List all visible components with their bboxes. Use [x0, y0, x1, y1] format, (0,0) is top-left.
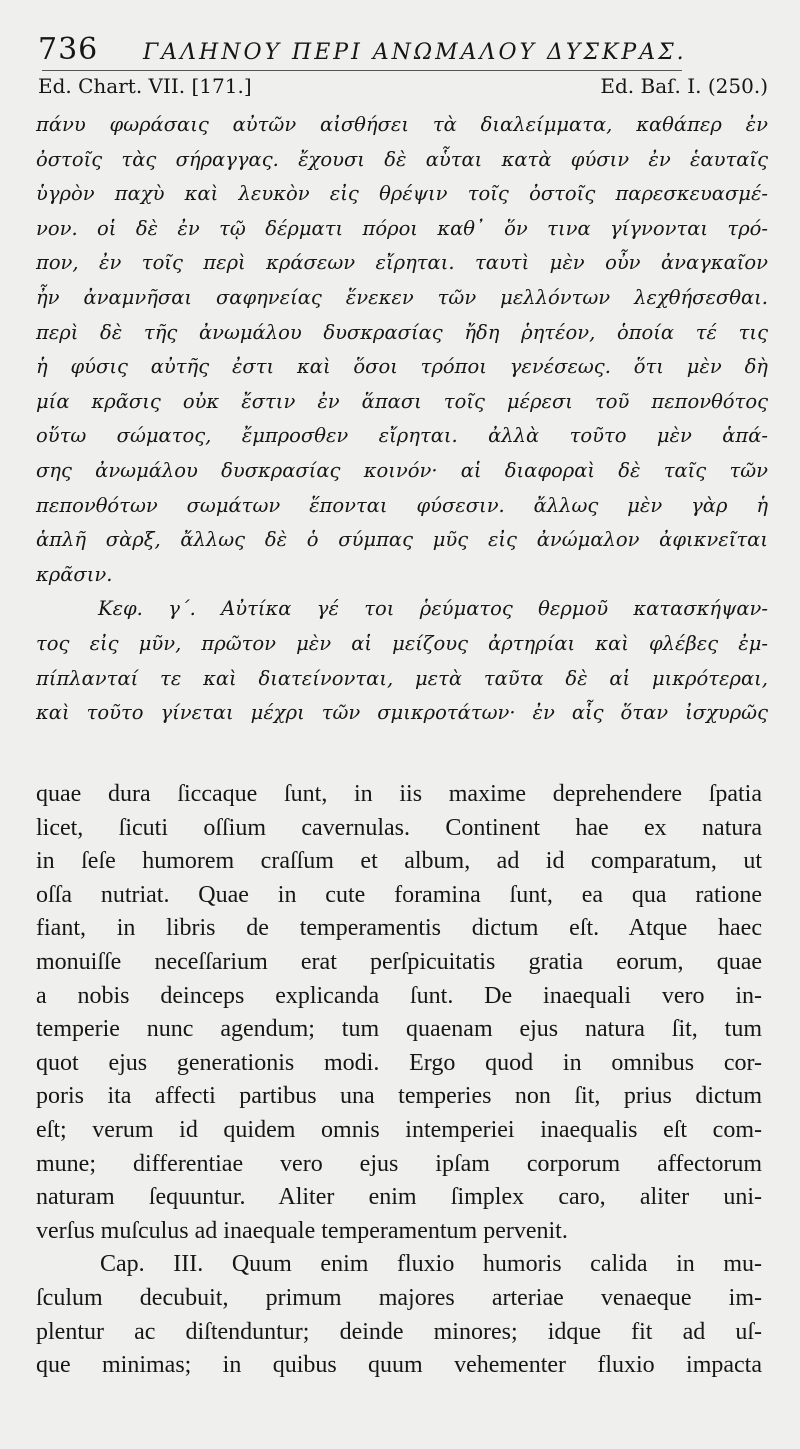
greek-line: νον. οἱ δὲ ἐν τῷ δέρματι πόροι καθ᾽ ὅν τινα γίγνονται τρό- — [36, 216, 768, 240]
latin-line: licet, ſicuti oſſium cavernulas. Continent hae ex natura — [36, 814, 762, 841]
greek-line: ὀστοῖς τὰς σήραγγας. ἔχουσι δὲ αὗται κατὰ φύσιν ἐν ἑαυταῖς — [36, 147, 768, 171]
greek-line: ἡ φύσις αὐτῆς ἐστι καὶ ὅσοι τρόποι γενέσεως. ὅτι μὲν δὴ — [36, 355, 768, 379]
latin-line: oſſa nutriat. Quae in cute foramina ſunt, ea qua ratione — [36, 881, 762, 908]
latin-line: in ſeſe humorem craſſum et album, ad id comparatum, ut — [36, 848, 762, 875]
latin-line: plentur ac diſtenduntur; deinde minores; idque fit ad uſ- — [36, 1318, 762, 1345]
greek-line: καὶ τοῦτο γίνεται μέχρι τῶν σμικροτάτων· ἐν αἷς ὅταν ἰσχυρῶς — [36, 701, 768, 725]
greek-text-block — [36, 108, 768, 731]
greek-line: πάνυ φωράσαις αὐτῶν αἰσθήσει τὰ διαλείμματα, καθάπερ ἐν — [36, 113, 768, 136]
greek-line: μία κρᾶσις οὐκ ἔστιν ἐν ἅπασι τοῖς μέρεσι τοῦ πεπονθότος — [36, 389, 768, 413]
latin-line: a nobis deinceps explicanda ſunt. De inaequali vero in- — [36, 982, 762, 1009]
header-rule — [42, 70, 682, 71]
greek-line: τος εἰς μῦν, πρῶτον μὲν αἱ μείζους ἀρτηρίαι καὶ φλέβες ἐμ- — [36, 631, 768, 655]
latin-text-block — [36, 778, 762, 1383]
latin-line: naturam ſequuntur. Aliter enim ſimplex caro, aliter uni- — [36, 1184, 762, 1211]
latin-line: fiant, in libris de temperamentis dictum eſt. Atque haec — [36, 915, 762, 942]
greek-line: ὑγρὸν παχὺ καὶ λευκὸν εἰς θρέψιν τοῖς ὀστοῖς παρεσκευασμέ- — [36, 182, 768, 206]
greek-line: οὕτω σώματος, ἔμπροσθεν εἴρηται. ἀλλὰ τοῦτο μὲν ἁπά- — [36, 424, 768, 448]
greek-line: ἁπλῆ σὰρξ, ἄλλως δὲ ὁ σύμπας μῦς εἰς ἀνώμαλον ἀφικνεῖται — [36, 528, 768, 552]
latin-line: quae dura ſiccaque ſunt, in iis maxime deprehendere ſpatia — [36, 781, 762, 807]
greek-line: πίπλανταί τε καὶ διατείνονται, μετὰ ταῦτα δὲ αἱ μικρότεραι, — [36, 666, 768, 690]
latin-line: ſculum decubuit, primum majores arteriae venaeque im- — [36, 1284, 762, 1311]
edition-references — [38, 74, 768, 106]
page-header — [38, 28, 738, 68]
edition-basel-reference: Ed. Baſ. I. (250.) — [600, 74, 768, 98]
page-number: 736 — [38, 32, 99, 67]
greek-line: ἦν ἀναμνῆσαι σαφηνείας ἕνεκεν τῶν μελλόντων λεχθήσεσθαι. — [36, 285, 768, 309]
latin-line: monuiſſe neceſſarium erat perſpicuitatis gratia eorum, quae — [36, 948, 762, 975]
latin-chapter-heading-line: Cap. III. Quum enim fluxio humoris calida in mu- — [100, 1251, 762, 1278]
greek-line: πεπονθότων σωμάτων ἕπονται φύσεσιν. ἄλλως μὲν γὰρ ἡ — [36, 493, 768, 517]
latin-line: temperie nunc agendum; tum quaenam ejus natura ſit, tum — [36, 1016, 762, 1043]
latin-line: que minimas; in quibus quum vehementer fluxio impacta — [36, 1352, 762, 1379]
greek-line: περὶ δὲ τῆς ἀνωμάλου δυσκρασίας ἤδη ῥητέον, ὁποία τέ τις — [36, 320, 768, 344]
running-title: ΓΑΛΗΝΟΥ ΠΕΡΙ ΑΝΩΜΑΛΟΥ ΔΥΣΚΡΑΣ. — [143, 40, 687, 65]
latin-line: quot ejus generationis modi. Ergo quod in omnibus cor- — [36, 1049, 762, 1076]
latin-line: poris ita affecti partibus una temperies non ſit, prius dictum — [36, 1083, 762, 1110]
greek-line: κρᾶσιν. — [36, 562, 113, 586]
greek-line: πον, ἐν τοῖς περὶ κράσεων εἴρηται. ταυτὶ μὲν οὖν ἀναγκαῖον — [36, 251, 768, 275]
greek-line: σης ἀνωμάλου δυσκρασίας κοινόν· αἱ διαφοραὶ δὲ ταῖς τῶν — [36, 458, 768, 482]
latin-line: mune; differentiae vero ejus ipſam corporum affectorum — [36, 1150, 762, 1177]
greek-chapter-heading-line: Κεφ. γ΄. Αὐτίκα γέ τοι ῥεύματος θερμοῦ κατασκήψαν- — [98, 597, 768, 621]
latin-line: verſus muſculus ad inaequale temperamentum pervenit. — [36, 1217, 568, 1244]
latin-line: eſt; verum id quidem omnis intemperiei inaequalis eſt com- — [36, 1116, 762, 1143]
edition-chartier-reference: Ed. Chart. VII. [171.] — [38, 74, 252, 98]
